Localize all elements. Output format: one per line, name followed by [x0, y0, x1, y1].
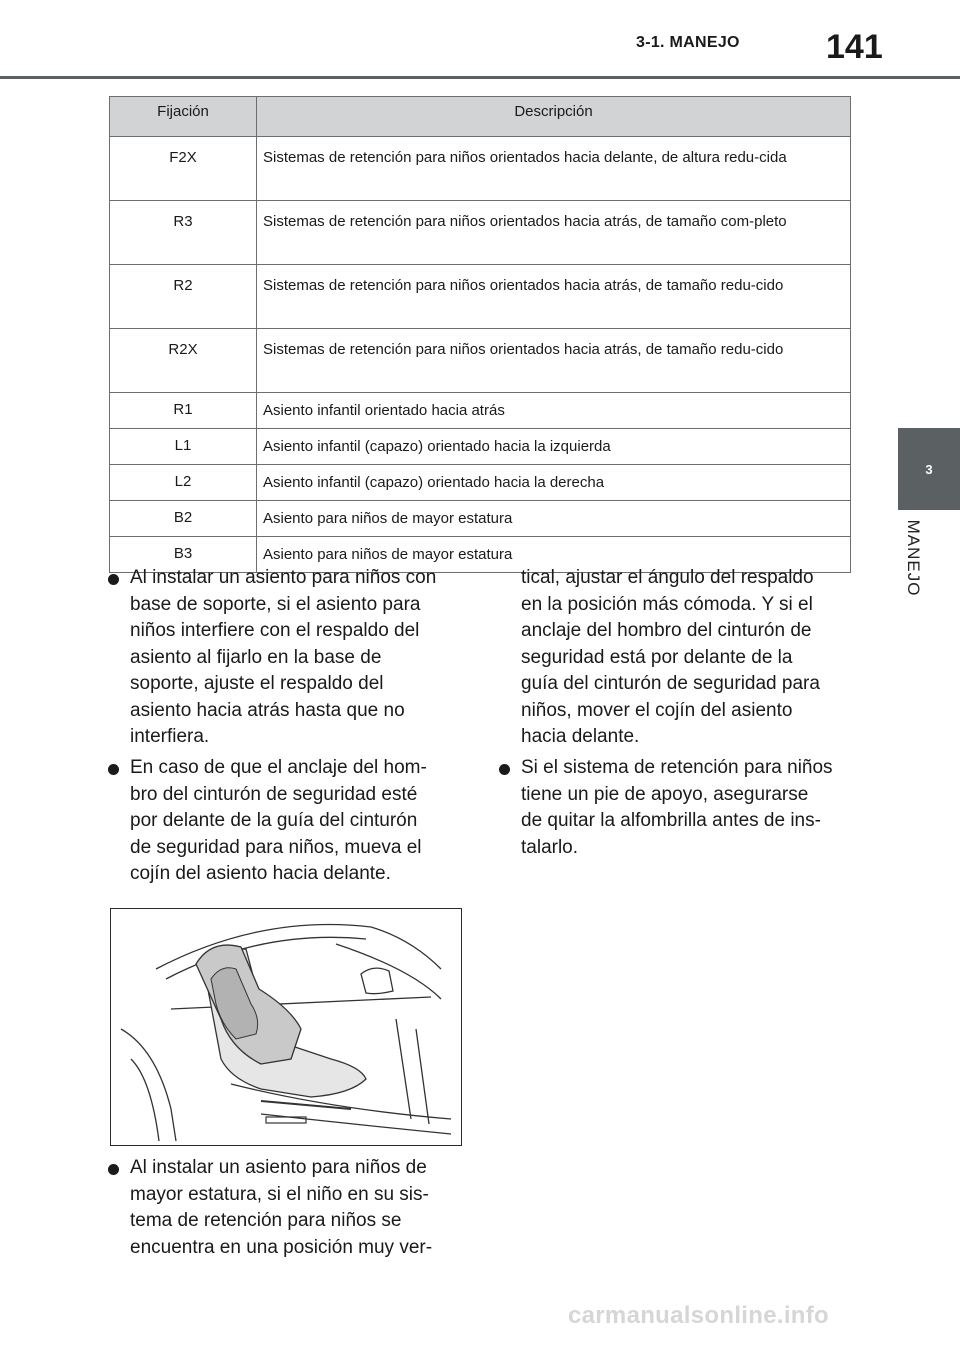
table-row — [110, 265, 851, 329]
fixation-description: Asiento infantil orientado hacia atrás — [257, 393, 851, 429]
fixation-description: Asiento para niños de mayor estatura — [257, 537, 851, 573]
car-seat-drawing — [111, 909, 460, 1144]
fixation-code: L1 — [110, 429, 257, 465]
continuation-text: tical, ajustar el ángulo del respaldo en la posición más cómoda. Y si el anclaje del hombro del cinturón de seguridad está por delante de la guía del cinturón de seguridad para niños, mover el cojín del asiento hacia delante. — [521, 567, 820, 747]
table-row — [110, 501, 851, 537]
table-row — [110, 465, 851, 501]
section-title: 3-1. MANEJO — [636, 34, 740, 51]
fixation-description: Sistemas de retención para niños orientados hacia delante, de altura redu-cida — [257, 137, 851, 201]
bullet-item — [106, 1155, 462, 1261]
fixation-code: L2 — [110, 465, 257, 501]
left-column — [106, 565, 462, 892]
fixation-description: Asiento infantil (capazo) orientado hacia la izquierda — [257, 429, 851, 465]
table-row — [110, 201, 851, 265]
fixation-code: F2X — [110, 137, 257, 201]
bullet-icon — [108, 1164, 119, 1175]
fixation-description: Asiento infantil (capazo) orientado hacia la derecha — [257, 465, 851, 501]
bullet-icon — [108, 764, 119, 775]
fixation-description: Sistemas de retención para niños orientados hacia atrás, de tamaño redu-cido — [257, 329, 851, 393]
fixation-code: R2 — [110, 265, 257, 329]
bullet-item — [497, 755, 847, 861]
chapter-label: MANEJO — [904, 519, 923, 597]
bullet-item — [106, 565, 462, 751]
right-column — [497, 565, 847, 866]
bullet-text: Al instalar un asiento para niños con base de soporte, si el asiento para niños interfiere con el respaldo del asiento al fijarlo en la base de soporte, ajuste el respaldo del asiento hacia atrás hasta que no interfiera. — [130, 567, 437, 747]
table-header-row — [110, 97, 851, 137]
table-row — [110, 137, 851, 201]
bullet-icon — [499, 764, 510, 775]
chapter-number: 3 — [925, 461, 933, 477]
fixation-code: R1 — [110, 393, 257, 429]
page-number: 141 — [826, 28, 883, 66]
fixation-description: Sistemas de retención para niños orientados hacia atrás, de tamaño com-pleto — [257, 201, 851, 265]
watermark: carmanualsonline.info — [568, 1302, 830, 1329]
fixation-code: B2 — [110, 501, 257, 537]
column-header-descripcion: Descripción — [257, 97, 851, 137]
left-column-lower — [106, 1155, 462, 1266]
fixation-code: R2X — [110, 329, 257, 393]
fixation-description: Asiento para niños de mayor estatura — [257, 501, 851, 537]
bullet-icon — [108, 574, 119, 585]
table-row — [110, 393, 851, 429]
bullet-text: Al instalar un asiento para niños de mayor estatura, si el niño en su sis- tema de retención para niños se encuentra en una posición muy ver- — [130, 1157, 433, 1258]
child-seat-illustration — [110, 908, 462, 1146]
bullet-text: En caso de que el anclaje del hom- bro del cinturón de seguridad esté por delante de la guía del cinturón de seguridad para niños, mueva el cojín del asiento hacia delante. — [130, 757, 427, 884]
column-header-fijacion: Fijación — [110, 97, 257, 137]
fixation-code: R3 — [110, 201, 257, 265]
table-row — [110, 429, 851, 465]
chapter-tab — [898, 428, 960, 510]
header-rule — [0, 76, 960, 79]
fixation-description: Sistemas de retención para niños orientados hacia atrás, de tamaño redu-cido — [257, 265, 851, 329]
bullet-item — [106, 755, 462, 888]
fixation-table — [109, 96, 851, 573]
fixation-code: B3 — [110, 537, 257, 573]
table-row — [110, 329, 851, 393]
bullet-text: Si el sistema de retención para niños tiene un pie de apoyo, asegurarse de quitar la alfombrilla antes de ins- talarlo. — [521, 757, 833, 858]
